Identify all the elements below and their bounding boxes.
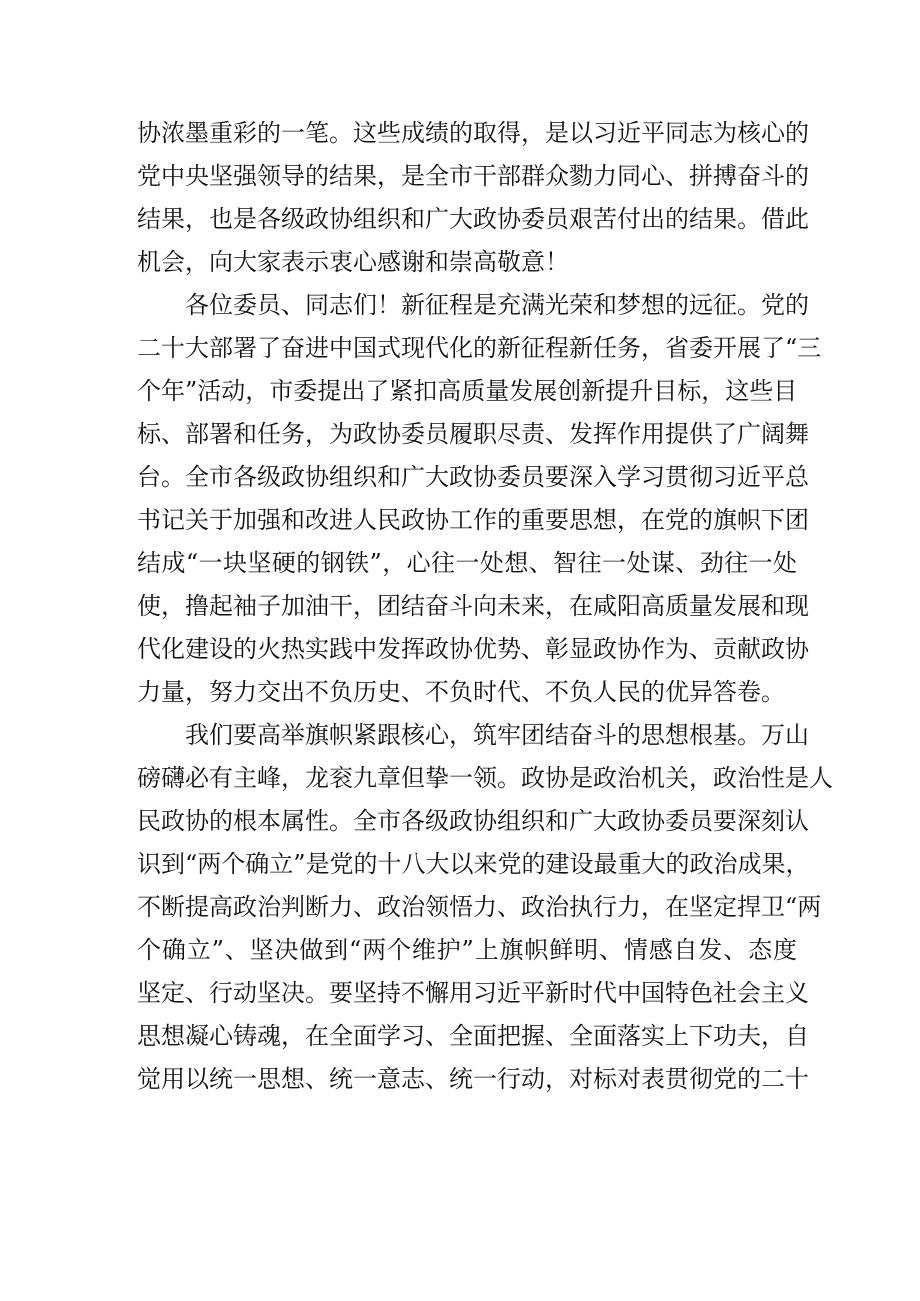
body-text [137,112,833,1101]
text-line: 民政协的根本属性。全市各级政协组织和广大政协委员要深刻认 [137,807,809,835]
text-line: 使，撸起袖子加油干，团结奋斗向未来，在咸阳高质量发展和现 [137,592,809,620]
text-line: 识到“两个确立”是党的十八大以来党的建设最重大的政治成果， [137,850,810,878]
text-line: 结果，也是各级政协组织和广大政协委员艰苦付出的结果。借此 [137,205,809,233]
text-line: 磅礴必有主峰，龙衮九章但挚一领。政协是政治机关，政治性是人 [137,764,833,792]
text-line: 机会，向大家表示衷心感谢和崇高敬意！ [137,248,569,276]
paragraph-first-line: 我们要高举旗帜紧跟核心，筑牢团结奋斗的思想根基。万山 [185,721,809,749]
text-line: 思想凝心铸魂，在全面学习、全面把握、全面落实上下功夫，自 [137,1022,809,1050]
text-line: 台。全市各级政协组织和广大政协委员要深入学习贯彻习近平总 [137,463,809,491]
paragraph-first-line: 各位委员、同志们！新征程是充满光荣和梦想的远征。党的 [185,291,809,319]
text-line: 党中央坚强领导的结果，是全市干部群众勠力同心、拼搏奋斗的 [137,162,809,190]
text-line: 标、部署和任务，为政协委员履职尽责、发挥作用提供了广阔舞 [137,420,809,448]
text-line: 书记关于加强和改进人民政协工作的重要思想，在党的旗帜下团 [137,506,809,534]
text-line: 力量，努力交出不负历史、不负时代、不负人民的优异答卷。 [137,678,785,706]
text-line: 觉用以统一思想、统一意志、统一行动，对标对表贯彻党的二十 [137,1065,809,1093]
text-line: 结成“一块坚硬的钢铁”，心往一处想、智往一处谋、劲往一处 [137,549,797,577]
text-line: 个确立”、坚决做到“两个维护”上旗帜鲜明、情感自发、态度 [137,936,797,964]
text-line: 坚定、行动坚决。要坚持不懈用习近平新时代中国特色社会主义 [137,979,809,1007]
text-line: 代化建设的火热实践中发挥政协优势、彰显政协作为、贡献政协 [137,635,809,663]
text-line: 个年”活动，市委提出了紧扣高质量发展创新提升目标，这些目 [137,377,798,405]
text-line: 不断提高政治判断力、政治领悟力、政治执行力，在坚定捍卫“两 [137,893,822,921]
text-line: 协浓墨重彩的一笔。这些成绩的取得，是以习近平同志为核心的 [137,119,809,147]
text-line: 二十大部署了奋进中国式现代化的新征程新任务，省委开展了“三 [137,334,822,362]
